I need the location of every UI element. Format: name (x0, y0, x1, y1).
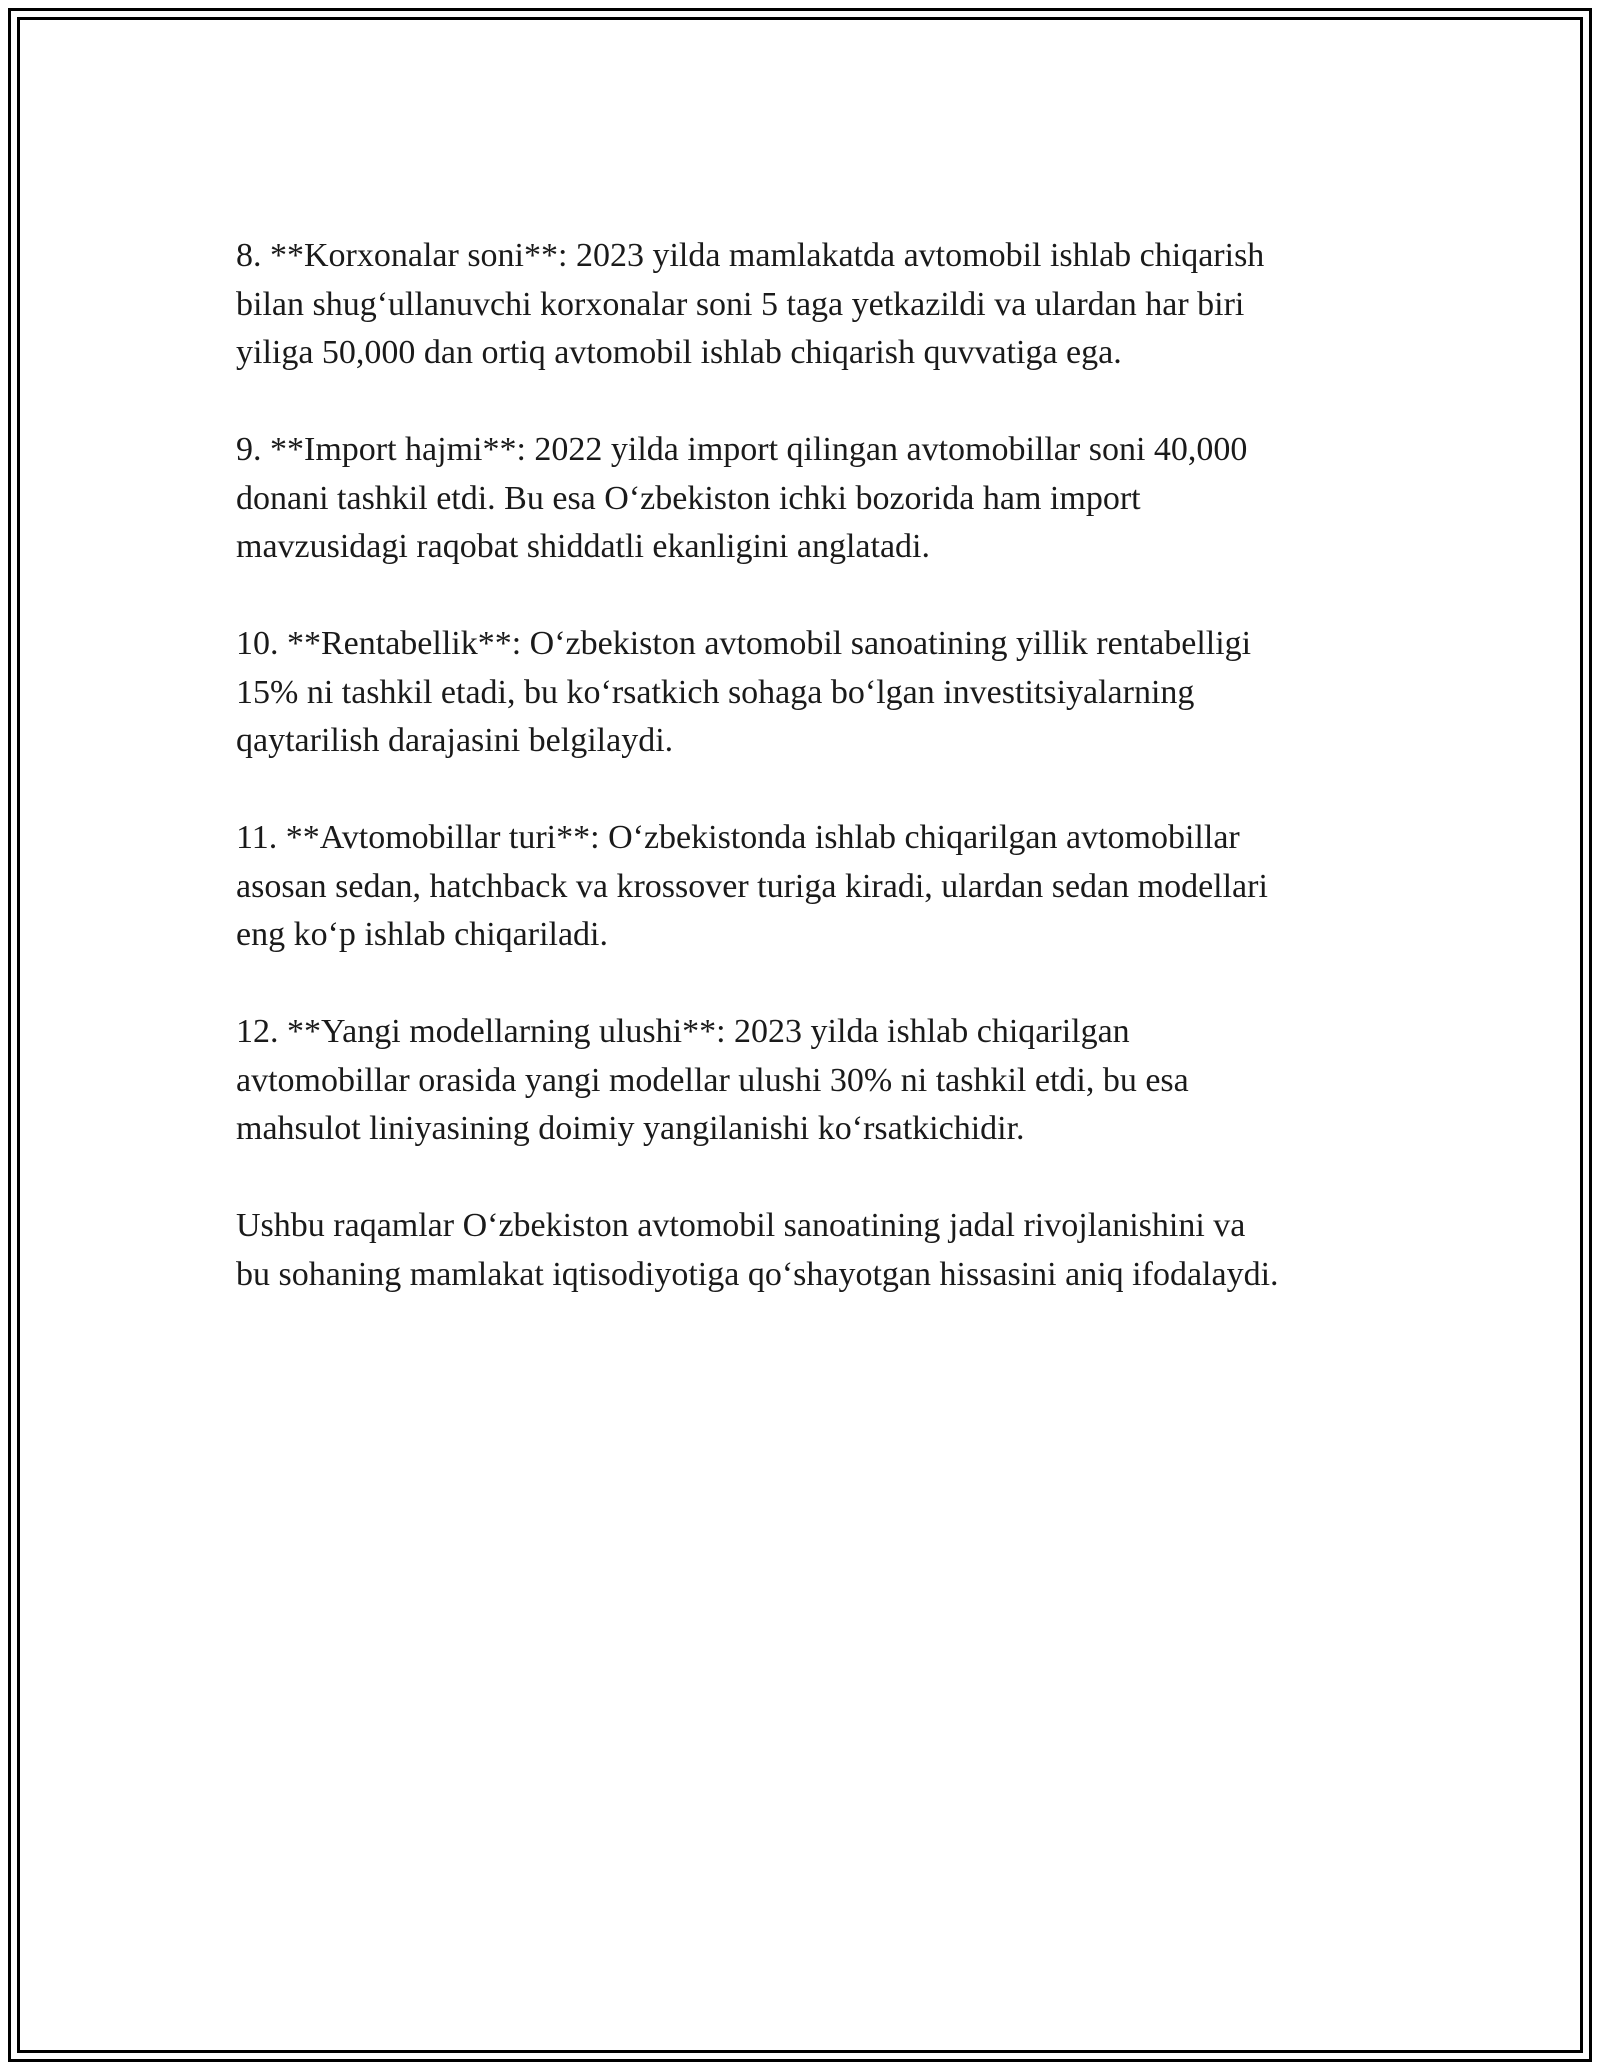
text-line: yiliga 50,000 dan ortiq avtomobil ishlab chiqarish quvvatiga ega. (236, 334, 1122, 371)
paragraph-yangi-modellar-ulushi (236, 1008, 1376, 1154)
paragraph-import-hajmi (236, 426, 1376, 572)
text-line: 8. **Korxonalar soni**: 2023 yilda mamlakatda avtomobil ishlab chiqarish (236, 237, 1265, 274)
paragraph-korxonalar-soni (236, 232, 1376, 378)
text-line: Ushbu raqamlar O‘zbekiston avtomobil sanoatining jadal rivojlanishini va (236, 1207, 1246, 1244)
paragraph-avtomobillar-turi (236, 814, 1376, 960)
text-line: avtomobillar orasida yangi modellar ulushi 30% ni tashkil etdi, bu esa (236, 1061, 1189, 1099)
document-body (236, 232, 1376, 1348)
paragraph-rentabellik (236, 620, 1376, 766)
text-line: mahsulot liniyasining doimiy yangilanishi ko‘rsatkichidir. (236, 1110, 1025, 1147)
text-line: 12. **Yangi modellarning ulushi**: 2023 yilda ishlab chiqarilgan (236, 1013, 1130, 1050)
text-line: bilan shug‘ullanuvchi korxonalar soni 5 taga yetkazildi va ulardan har biri (236, 285, 1245, 323)
text-line: 11. **Avtomobillar turi**: O‘zbekistonda ishlab chiqarilgan avtomobillar (236, 819, 1240, 856)
paragraph-conclusion (236, 1202, 1376, 1299)
text-line: mavzusidagi raqobat shiddatli ekanligini anglatadi. (236, 528, 930, 565)
text-line: 10. **Rentabellik**: O‘zbekiston avtomobil sanoatining yillik rentabelligi (236, 625, 1252, 662)
text-line: bu sohaning mamlakat iqtisodiyotiga qo‘shayotgan hissasini aniq ifodalaydi. (236, 1255, 1279, 1293)
text-line: 9. **Import hajmi**: 2022 yilda import qilingan avtomobillar soni 40,000 (236, 431, 1248, 468)
text-line: asosan sedan, hatchback va krossover turiga kiradi, ulardan sedan modellari (236, 867, 1268, 905)
text-line: qaytarilish darajasini belgilaydi. (236, 722, 674, 759)
text-line: eng ko‘p ishlab chiqariladi. (236, 916, 609, 953)
text-line: donani tashkil etdi. Bu esa O‘zbekiston ichki bozorida ham import (236, 479, 1141, 517)
text-line: 15% ni tashkil etadi, bu ko‘rsatkich sohaga bo‘lgan investitsiyalarning (236, 673, 1195, 711)
